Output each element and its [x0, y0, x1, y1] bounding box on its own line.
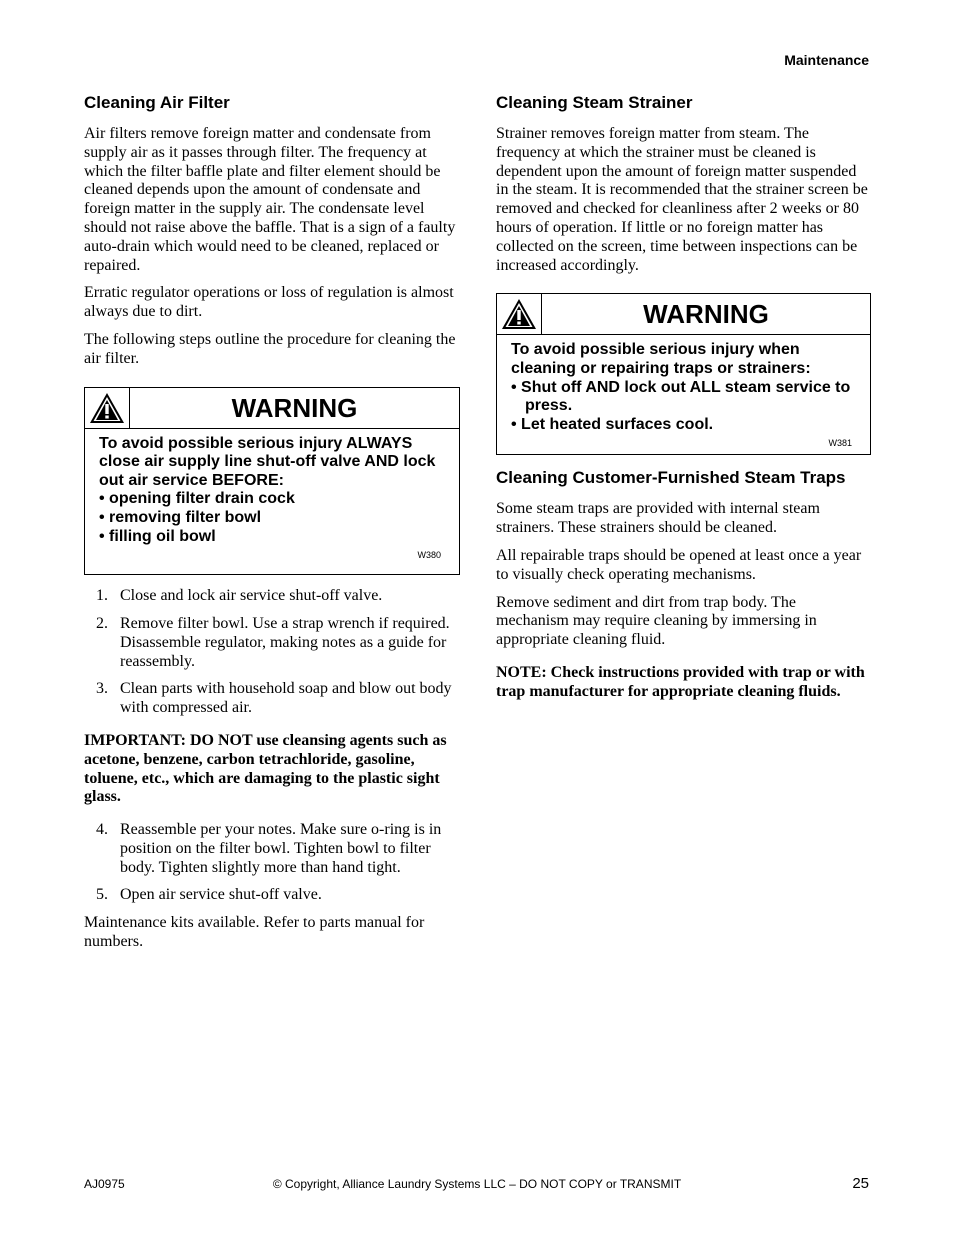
step-number: 4. [96, 821, 108, 839]
warning-triangle-icon [497, 294, 542, 334]
steps-list [84, 821, 460, 905]
list-item [84, 821, 460, 877]
copyright-notice: © Copyright, Alliance Laundry Systems LLC – DO NOT COPY or TRANSMIT [272, 1177, 682, 1191]
paragraph: Strainer removes foreign matter from steam. The frequency at which the strainer must be cleaned is dependent upon the amount of foreign matter suspended in the steam. It is recommended that the strainer screen be removed and checked for cleanliness after 2 weeks or 80 hours of operation. If little or no foreign matter has collected on the screen, time between inspections can be increased accordingly. [496, 125, 868, 274]
list-item [84, 587, 460, 606]
step-text: Remove filter bowl. Use a strap wrench if required. Disassemble regulator, making notes as a guide for reassembly. [120, 614, 450, 670]
step-text: Close and lock air service shut-off valve. [120, 587, 383, 605]
step-number: 2. [96, 614, 108, 632]
section-header: Maintenance [784, 52, 869, 68]
step-number: 3. [96, 680, 108, 698]
left-column [84, 92, 460, 961]
page-number: 25 [852, 1175, 869, 1192]
paragraph: Air filters remove foreign matter and condensate from supply air as it passes through filter. The frequency at which the filter baffle plate and filter element should be cleaned depends upon the amount of condensate and foreign matter in the supply air. The condensate level should not raise above the baffle. That is a sign of a faulty auto-drain which would need to be cleaned, replaced or repaired. [84, 125, 456, 274]
heading-cleaning-air-filter: Cleaning Air Filter [84, 93, 230, 112]
important-notice: IMPORTANT: DO NOT use cleansing agents such as acetone, benzene, carbon tetrachloride, gasoline, toluene, etc., which are damaging to the plastic sight glass. [84, 731, 447, 806]
paragraph: Maintenance kits available. Refer to parts manual for numbers. [84, 914, 425, 951]
warning-code: W381 [828, 438, 852, 449]
warning-body [497, 335, 870, 438]
warning-bullet: • removing filter bowl [99, 508, 262, 526]
warning-bullet: • filling oil bowl [99, 527, 216, 545]
steps-list [84, 587, 460, 718]
warning-title: WARNING [231, 392, 358, 423]
note: NOTE: Check instructions provided with trap or with trap manufacturer for appropriate cleaning fluids. [496, 663, 865, 700]
step-text: Open air service shut-off valve. [120, 886, 322, 904]
warning-intro: To avoid possible serious injury when cleaning or repairing traps or strainers: [511, 341, 811, 377]
paragraph: Erratic regulator operations or loss of regulation is almost always due to dirt. [84, 284, 454, 321]
right-column [496, 92, 871, 711]
paragraph: Remove sediment and dirt from trap body. The mechanism may require cleaning by immersing in appropriate cleaning fluid. [496, 593, 817, 649]
warning-header [85, 388, 459, 429]
paragraph: All repairable traps should be opened at least once a year to visually check operating mechanisms. [496, 546, 862, 583]
heading-cleaning-steam-strainer: Cleaning Steam Strainer [496, 93, 693, 112]
warning-bullet: • opening filter drain cock [99, 490, 295, 508]
warning-box-w381 [496, 293, 871, 455]
list-item [84, 615, 460, 671]
list-item [84, 680, 460, 718]
warning-code: W380 [417, 550, 441, 561]
warning-title: WARNING [643, 299, 769, 330]
paragraph: Some steam traps are provided with internal steam strainers. These strainers should be cleaned. [496, 500, 820, 537]
warning-triangle-icon [85, 388, 130, 428]
paragraph: The following steps outline the procedure for cleaning the air filter. [84, 330, 456, 367]
document-id: AJ0975 [84, 1177, 125, 1191]
warning-intro: To avoid possible serious injury ALWAYS close air supply line shut-off valve AND lock out air service BEFORE: [99, 434, 436, 489]
list-item [84, 886, 460, 905]
warning-box-w380 [84, 387, 460, 576]
warning-header [497, 294, 870, 335]
step-number: 5. [96, 886, 108, 904]
warning-bullet: • Shut off AND lock out ALL steam service to press. [511, 378, 851, 415]
warning-body [85, 429, 459, 551]
step-text: Clean parts with household soap and blow out body with compressed air. [120, 680, 452, 717]
warning-bullet: • Let heated surfaces cool. [511, 415, 714, 433]
step-number: 1. [96, 587, 108, 605]
step-text: Reassemble per your notes. Make sure o-ring is in position on the filter bowl. Tighten bowl to filter body. Tighten slightly more than hand tight. [120, 821, 442, 876]
heading-cleaning-steam-traps: Cleaning Customer-Furnished Steam Traps [496, 468, 846, 488]
